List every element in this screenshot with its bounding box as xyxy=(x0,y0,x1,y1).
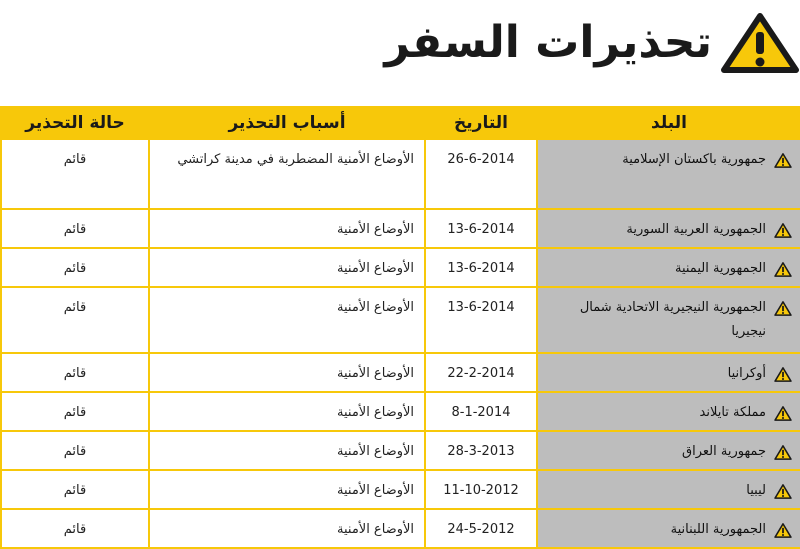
reason-cell: الأوضاع الأمنية xyxy=(149,287,425,353)
table-row xyxy=(1,509,800,548)
reason-cell: الأوضاع الأمنية xyxy=(149,248,425,287)
country-name: الجمهورية اليمنية xyxy=(674,261,766,276)
country-cell xyxy=(537,139,800,209)
warning-icon xyxy=(774,362,792,391)
date-cell: 24-5-2012 xyxy=(425,509,537,548)
table-row xyxy=(1,287,800,353)
warning-icon xyxy=(774,218,792,247)
country-cell xyxy=(537,392,800,431)
country-cell xyxy=(537,509,800,548)
warning-icon xyxy=(774,440,792,469)
table-header-row xyxy=(1,107,800,139)
header-reasons: أسباب التحذير xyxy=(149,107,425,139)
table-row xyxy=(1,392,800,431)
table-row xyxy=(1,470,800,509)
page-title: تحذيرات السفر xyxy=(384,17,712,68)
reason-cell: الأوضاع الأمنية xyxy=(149,353,425,392)
country-name: الجمهورية اللبنانية xyxy=(670,522,766,537)
status-cell: قائم xyxy=(1,470,149,509)
country-name: الجمهورية العربية السورية xyxy=(626,222,766,237)
country-name: جمهورية العراق xyxy=(682,444,766,459)
warning-icon xyxy=(774,401,792,430)
status-cell: قائم xyxy=(1,509,149,548)
warning-icon xyxy=(774,518,792,547)
header xyxy=(384,8,800,78)
date-cell: 22-2-2014 xyxy=(425,353,537,392)
warning-icon xyxy=(774,148,792,177)
country-name: جمهورية باكستان الإسلامية xyxy=(622,152,766,167)
table-row xyxy=(1,139,800,209)
country-cell xyxy=(537,353,800,392)
country-name: ليبيا xyxy=(746,483,766,498)
date-cell: 13-6-2014 xyxy=(425,248,537,287)
status-cell: قائم xyxy=(1,287,149,353)
warning-icon xyxy=(774,479,792,508)
country-cell xyxy=(537,470,800,509)
table-row xyxy=(1,248,800,287)
status-cell: قائم xyxy=(1,248,149,287)
country-cell xyxy=(537,431,800,470)
reason-cell: الأوضاع الأمنية xyxy=(149,209,425,248)
country-name: مملكة تايلاند xyxy=(699,405,766,420)
status-cell: قائم xyxy=(1,392,149,431)
country-cell xyxy=(537,287,800,353)
warnings-table xyxy=(0,106,800,549)
table-row xyxy=(1,353,800,392)
country-cell xyxy=(537,209,800,248)
status-cell: قائم xyxy=(1,209,149,248)
warning-icon xyxy=(774,257,792,286)
reason-cell: الأوضاع الأمنية xyxy=(149,470,425,509)
warning-icon xyxy=(774,296,792,325)
header-country: البلد xyxy=(537,107,800,139)
warning-icon xyxy=(720,12,800,74)
reason-cell: الأوضاع الأمنية xyxy=(149,392,425,431)
date-cell: 13-6-2014 xyxy=(425,287,537,353)
date-cell: 28-3-2013 xyxy=(425,431,537,470)
header-date: التاريخ xyxy=(425,107,537,139)
reason-cell: الأوضاع الأمنية المضطربة في مدينة كراتشي xyxy=(149,139,425,209)
header-status: حالة التحذير xyxy=(1,107,149,139)
table-row xyxy=(1,209,800,248)
status-cell: قائم xyxy=(1,139,149,209)
reason-cell: الأوضاع الأمنية xyxy=(149,509,425,548)
country-name: الجمهورية النيجيرية الاتحادية شمال نيجيريا xyxy=(579,300,766,339)
date-cell: 13-6-2014 xyxy=(425,209,537,248)
date-cell: 11-10-2012 xyxy=(425,470,537,509)
table-row xyxy=(1,431,800,470)
status-cell: قائم xyxy=(1,431,149,470)
date-cell: 8-1-2014 xyxy=(425,392,537,431)
country-name: أوكرانيا xyxy=(727,366,766,381)
reason-cell: الأوضاع الأمنية xyxy=(149,431,425,470)
status-cell: قائم xyxy=(1,353,149,392)
country-cell xyxy=(537,248,800,287)
date-cell: 26-6-2014 xyxy=(425,139,537,209)
